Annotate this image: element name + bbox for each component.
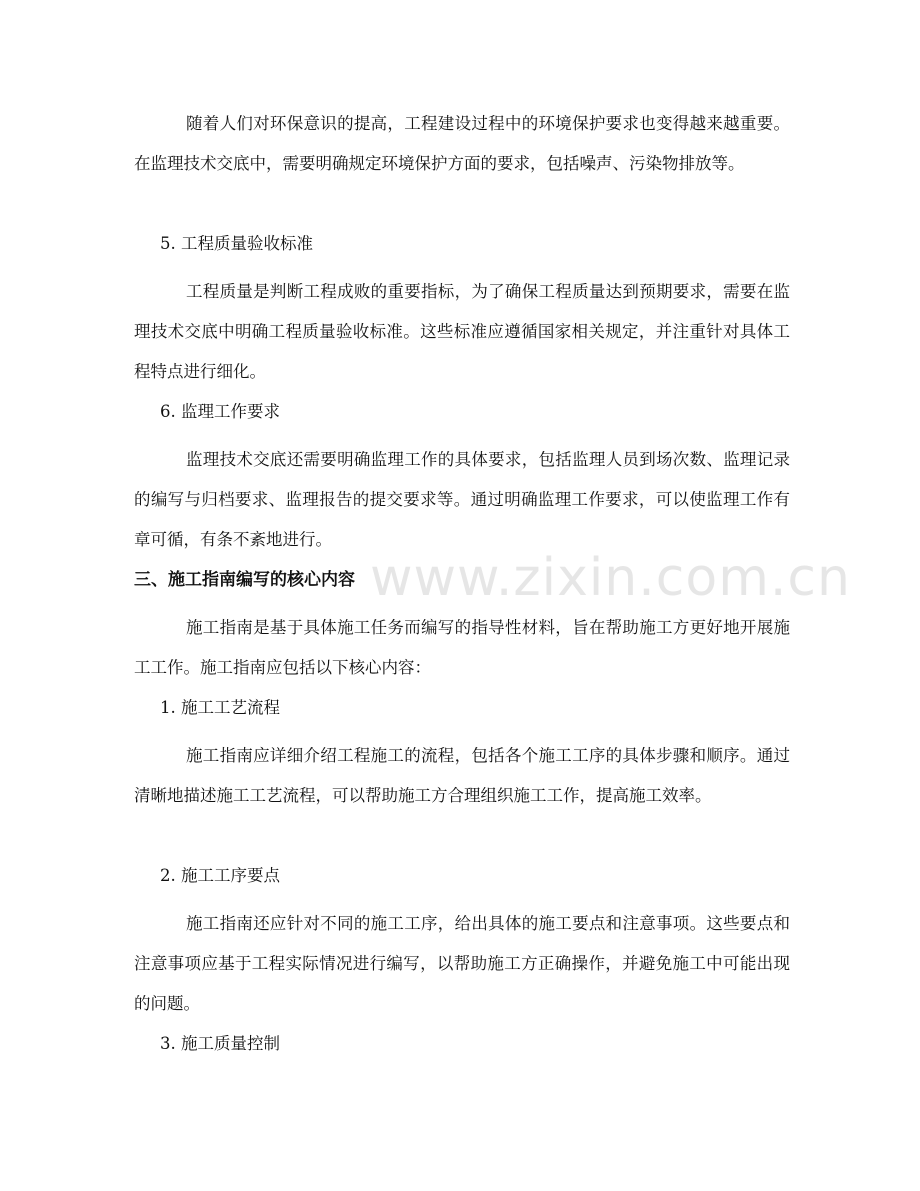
- list-item-6: 6. 监理工作要求: [160, 402, 280, 421]
- section-heading-3: 三、施工指南编写的核心内容: [134, 570, 355, 590]
- list-item-5: 5. 工程质量验收标准: [160, 234, 313, 253]
- paragraph-process-flow: 施工指南应详细介绍工程施工的流程，包括各个施工工序的具体步骤和顺序。通过清晰地描述施工工艺流程，可以帮助施工方合理组织施工工作，提高施工效率。: [134, 746, 790, 805]
- paragraph-guide-intro: 施工指南是基于具体施工任务而编写的指导性材料，旨在帮助施工方更好地开展施工工作。施工指南应包括以下核心内容：: [134, 618, 790, 677]
- paragraph-quality-acceptance: 工程质量是判断工程成败的重要指标，为了确保工程质量达到预期要求，需要在监理技术交底中明确工程质量验收标准。这些标准应遵循国家相关规定，并注重针对具体工程特点进行细化。: [134, 282, 790, 381]
- paragraph-environmental-protection: 随着人们对环保意识的提高，工程建设过程中的环境保护要求也变得越来越重要。在监理技术交底中，需要明确规定环境保护方面的要求，包括噪声、污染物排放等。: [134, 114, 790, 173]
- watermark-text: www.zixin.com.cn: [370, 548, 851, 608]
- list-item-1: 1. 施工工艺流程: [160, 698, 280, 717]
- paragraph-supervision-requirements: 监理技术交底还需要明确监理工作的具体要求，包括监理人员到场次数、监理记录的编写与归档要求、监理报告的提交要求等。通过明确监理工作要求，可以使监理工作有章可循，有条不紊地进行。: [134, 450, 790, 549]
- paragraph-process-points: 施工指南还应针对不同的施工工序，给出具体的施工要点和注意事项。这些要点和注意事项应基于工程实际情况进行编写，以帮助施工方正确操作，并避免施工中可能出现的问题。: [134, 914, 790, 1013]
- list-item-2: 2. 施工工序要点: [160, 866, 280, 885]
- list-item-3: 3. 施工质量控制: [160, 1034, 280, 1053]
